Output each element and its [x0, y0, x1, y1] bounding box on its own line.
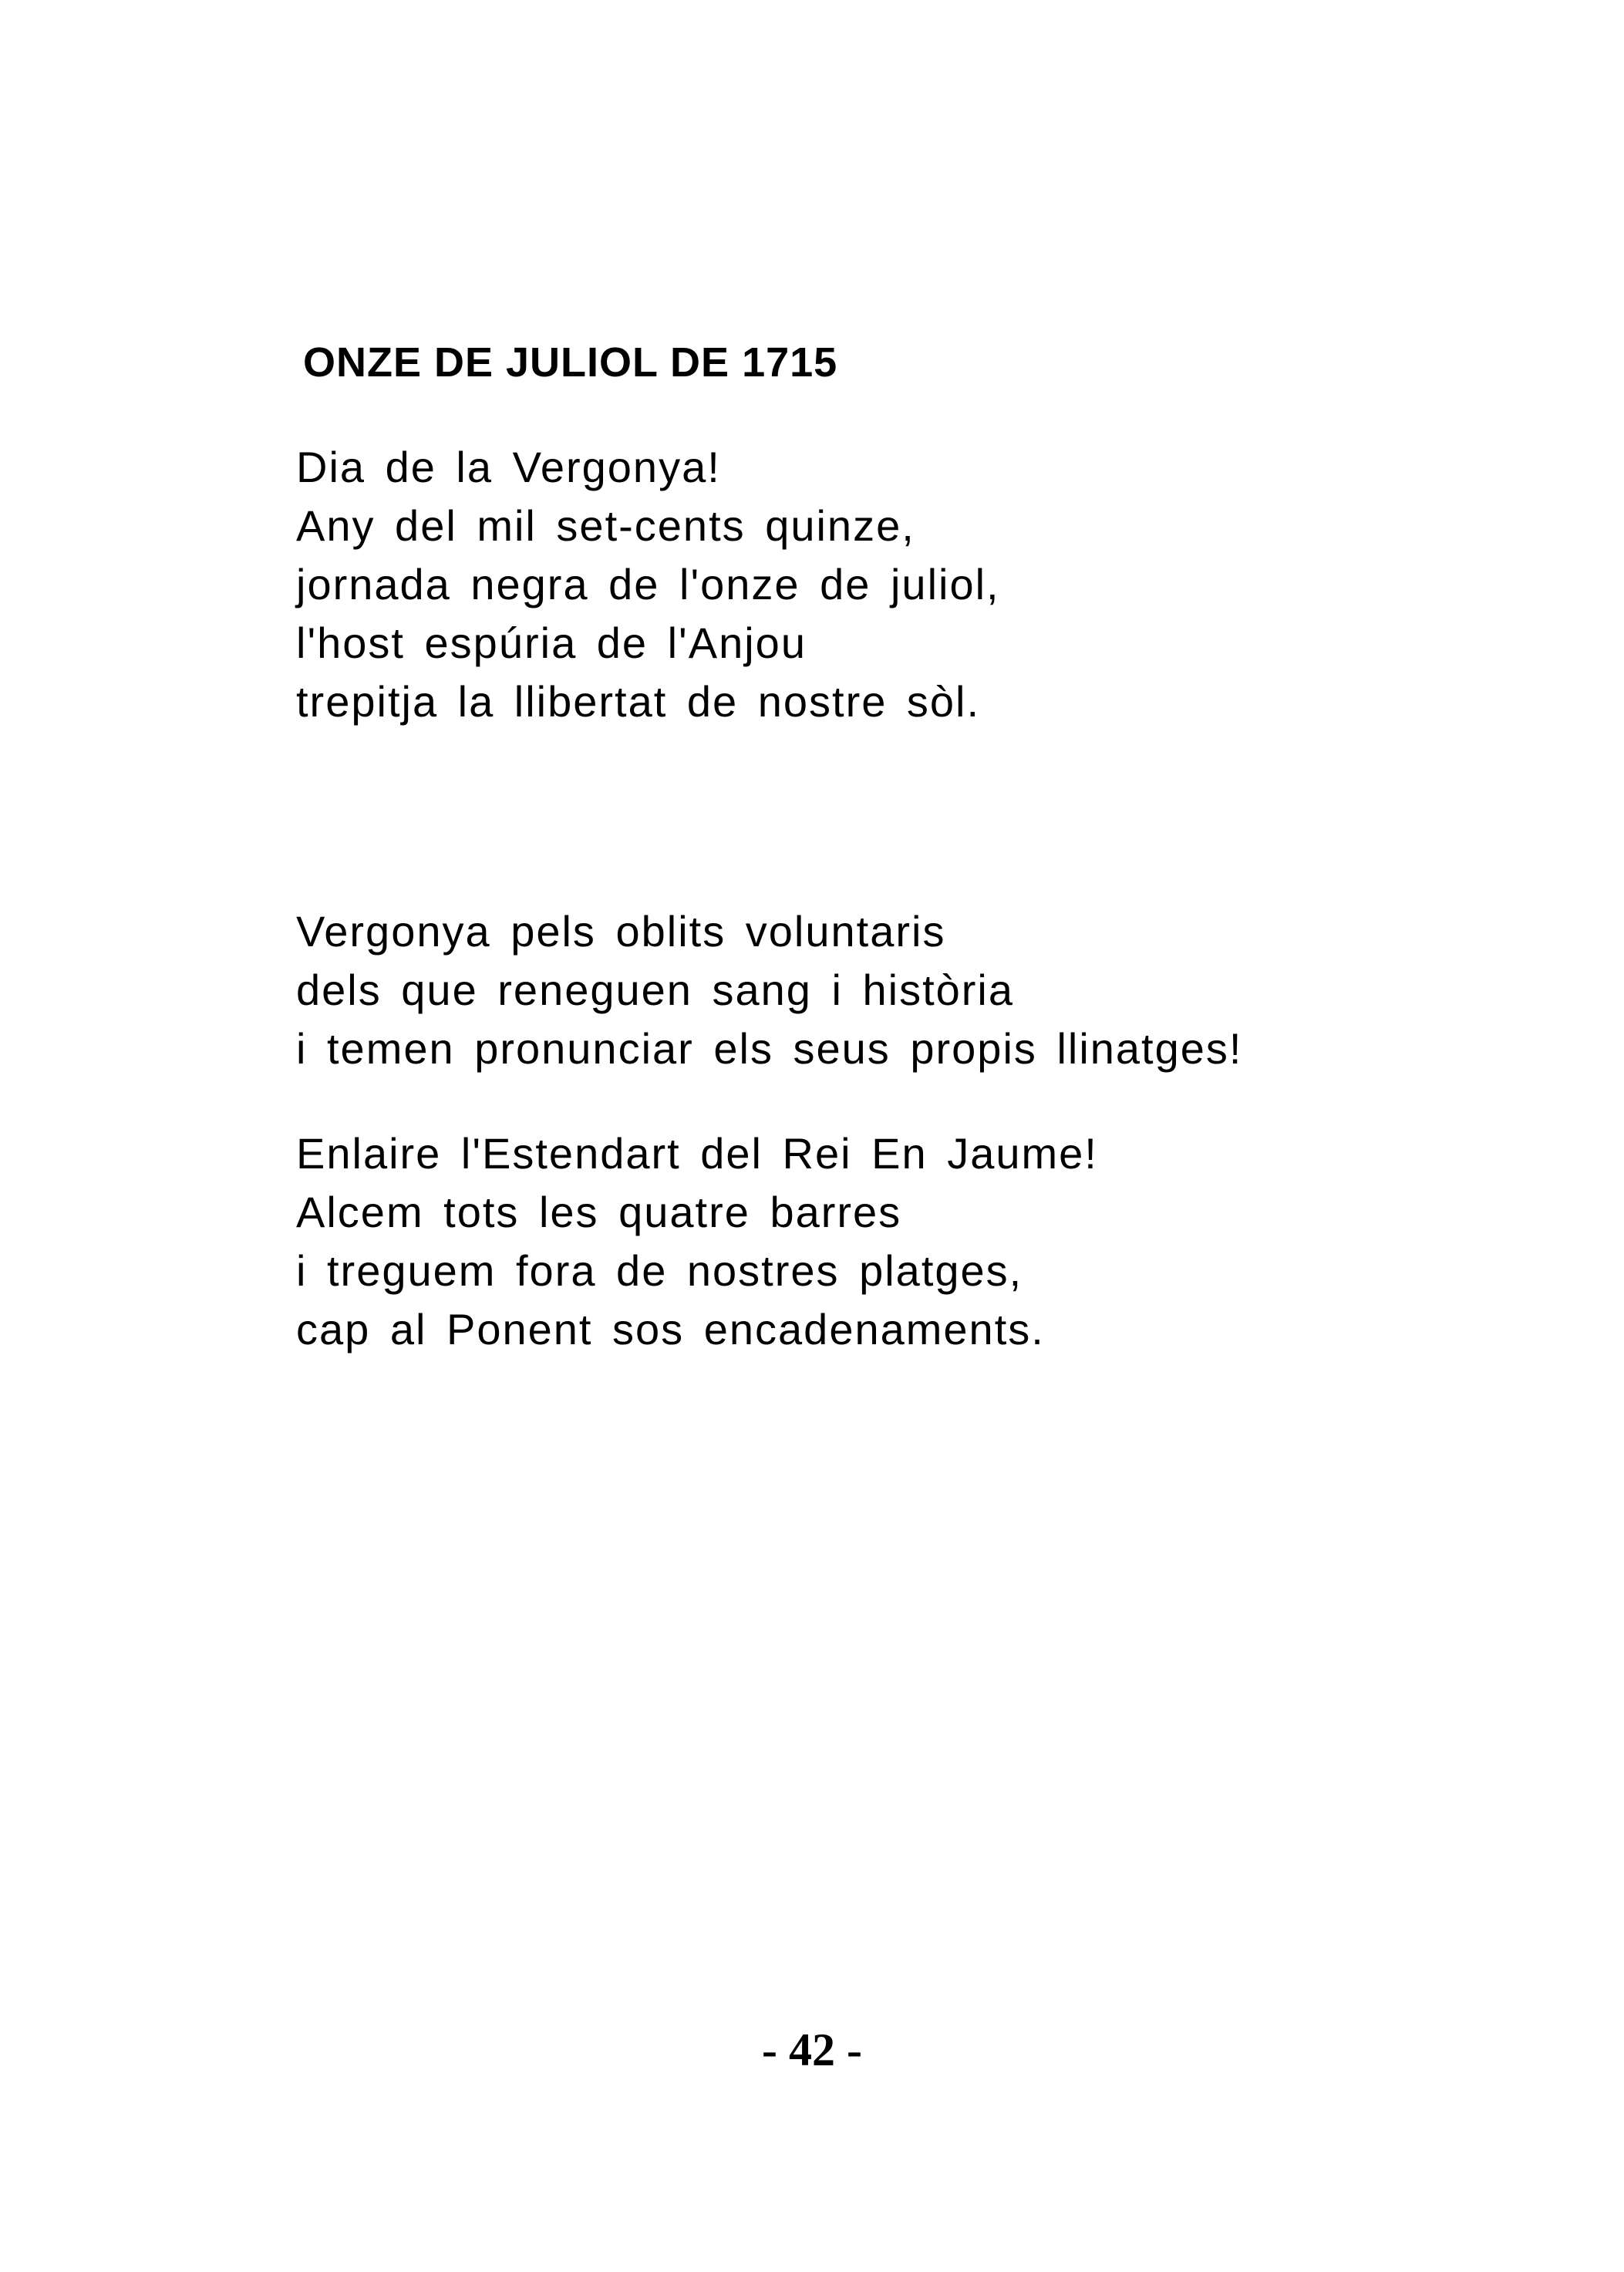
verse-line: jornada negra de l'onze de juliol,	[296, 560, 1000, 608]
page-number: - 42 -	[762, 2024, 862, 2075]
verse-line: Enlaire l'Estendart del Rei En Jaume!	[296, 1129, 1098, 1178]
stanza	[296, 902, 1242, 1078]
verse-line: l'host espúria de l'Anjou	[296, 619, 807, 667]
verse-line: i treguem fora de nostres platges,	[296, 1246, 1023, 1295]
stanza	[296, 438, 1000, 731]
verse-line: trepitja la llibertat de nostre sòl.	[296, 677, 981, 726]
verse-line: i temen pronunciar els seus propis llinatges!	[296, 1024, 1243, 1073]
poem-title: ONZE DE JULIOL DE 1715	[303, 339, 838, 386]
verse-line: Alcem tots les quatre barres	[296, 1188, 902, 1236]
verse-line: dels que reneguen sang i història	[296, 966, 1015, 1014]
verse-line: cap al Ponent sos encadenaments.	[296, 1305, 1045, 1353]
verse-line: Vergonya pels oblits voluntaris	[296, 907, 946, 956]
stanza	[296, 1124, 1098, 1359]
verse-line: Any del mil set-cents quinze,	[296, 501, 915, 550]
verse-line: Dia de la Vergonya!	[296, 443, 721, 491]
